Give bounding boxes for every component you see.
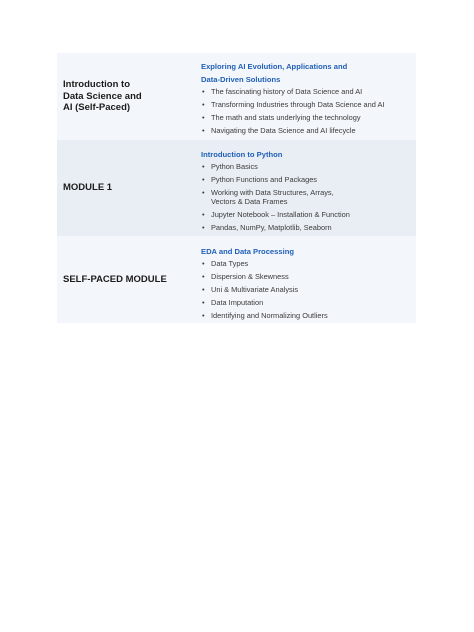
list-item: • Working with Data Structures, Arrays, Vectors & Data Frames bbox=[201, 188, 356, 206]
list-item: • Pandas, NumPy, Matplotlib, Seaborn bbox=[201, 223, 416, 232]
list-item: • Identifying and Normalizing Outliers bbox=[201, 311, 416, 320]
curriculum-table bbox=[57, 53, 416, 323]
module-title: Introduction to Data Science and AI (Self-Paced) bbox=[63, 78, 142, 114]
module-title: SELF-PACED MODULE bbox=[63, 273, 167, 285]
list-item: • Uni & Multivariate Analysis bbox=[201, 285, 416, 294]
module-heading: EDA and Data Processing bbox=[201, 247, 294, 256]
module-row-self-paced bbox=[57, 236, 416, 323]
module-title-cell bbox=[57, 140, 201, 236]
list-item: • Navigating the Data Science and AI lifecycle bbox=[201, 126, 416, 135]
topic-list bbox=[201, 162, 416, 232]
module-content-cell bbox=[201, 140, 416, 236]
list-item: • Transforming Industries through Data Science and AI bbox=[201, 100, 416, 109]
list-item: • The math and stats underlying the technology bbox=[201, 113, 416, 122]
module-heading: Introduction to Python bbox=[201, 150, 283, 159]
list-item: • Jupyter Notebook – Installation & Function bbox=[201, 210, 416, 219]
list-item: • Data Types bbox=[201, 259, 416, 268]
list-item: • Python Functions and Packages bbox=[201, 175, 416, 184]
topic-list bbox=[201, 259, 416, 320]
module-title: MODULE 1 bbox=[63, 182, 113, 194]
module-content-cell bbox=[201, 236, 416, 323]
module-row-1 bbox=[57, 140, 416, 236]
list-item: • The fascinating history of Data Science and AI bbox=[201, 87, 416, 96]
module-heading: Exploring AI Evolution, Applications and Data-Driven Solutions bbox=[201, 62, 348, 84]
list-item: • Dispersion & Skewness bbox=[201, 272, 416, 281]
list-item: • Python Basics bbox=[201, 162, 416, 171]
module-row-intro bbox=[57, 53, 416, 140]
module-title-cell bbox=[57, 236, 201, 323]
topic-list bbox=[201, 87, 416, 135]
list-item: • Data Imputation bbox=[201, 298, 416, 307]
module-content-cell bbox=[201, 53, 416, 140]
module-title-cell bbox=[57, 53, 201, 140]
